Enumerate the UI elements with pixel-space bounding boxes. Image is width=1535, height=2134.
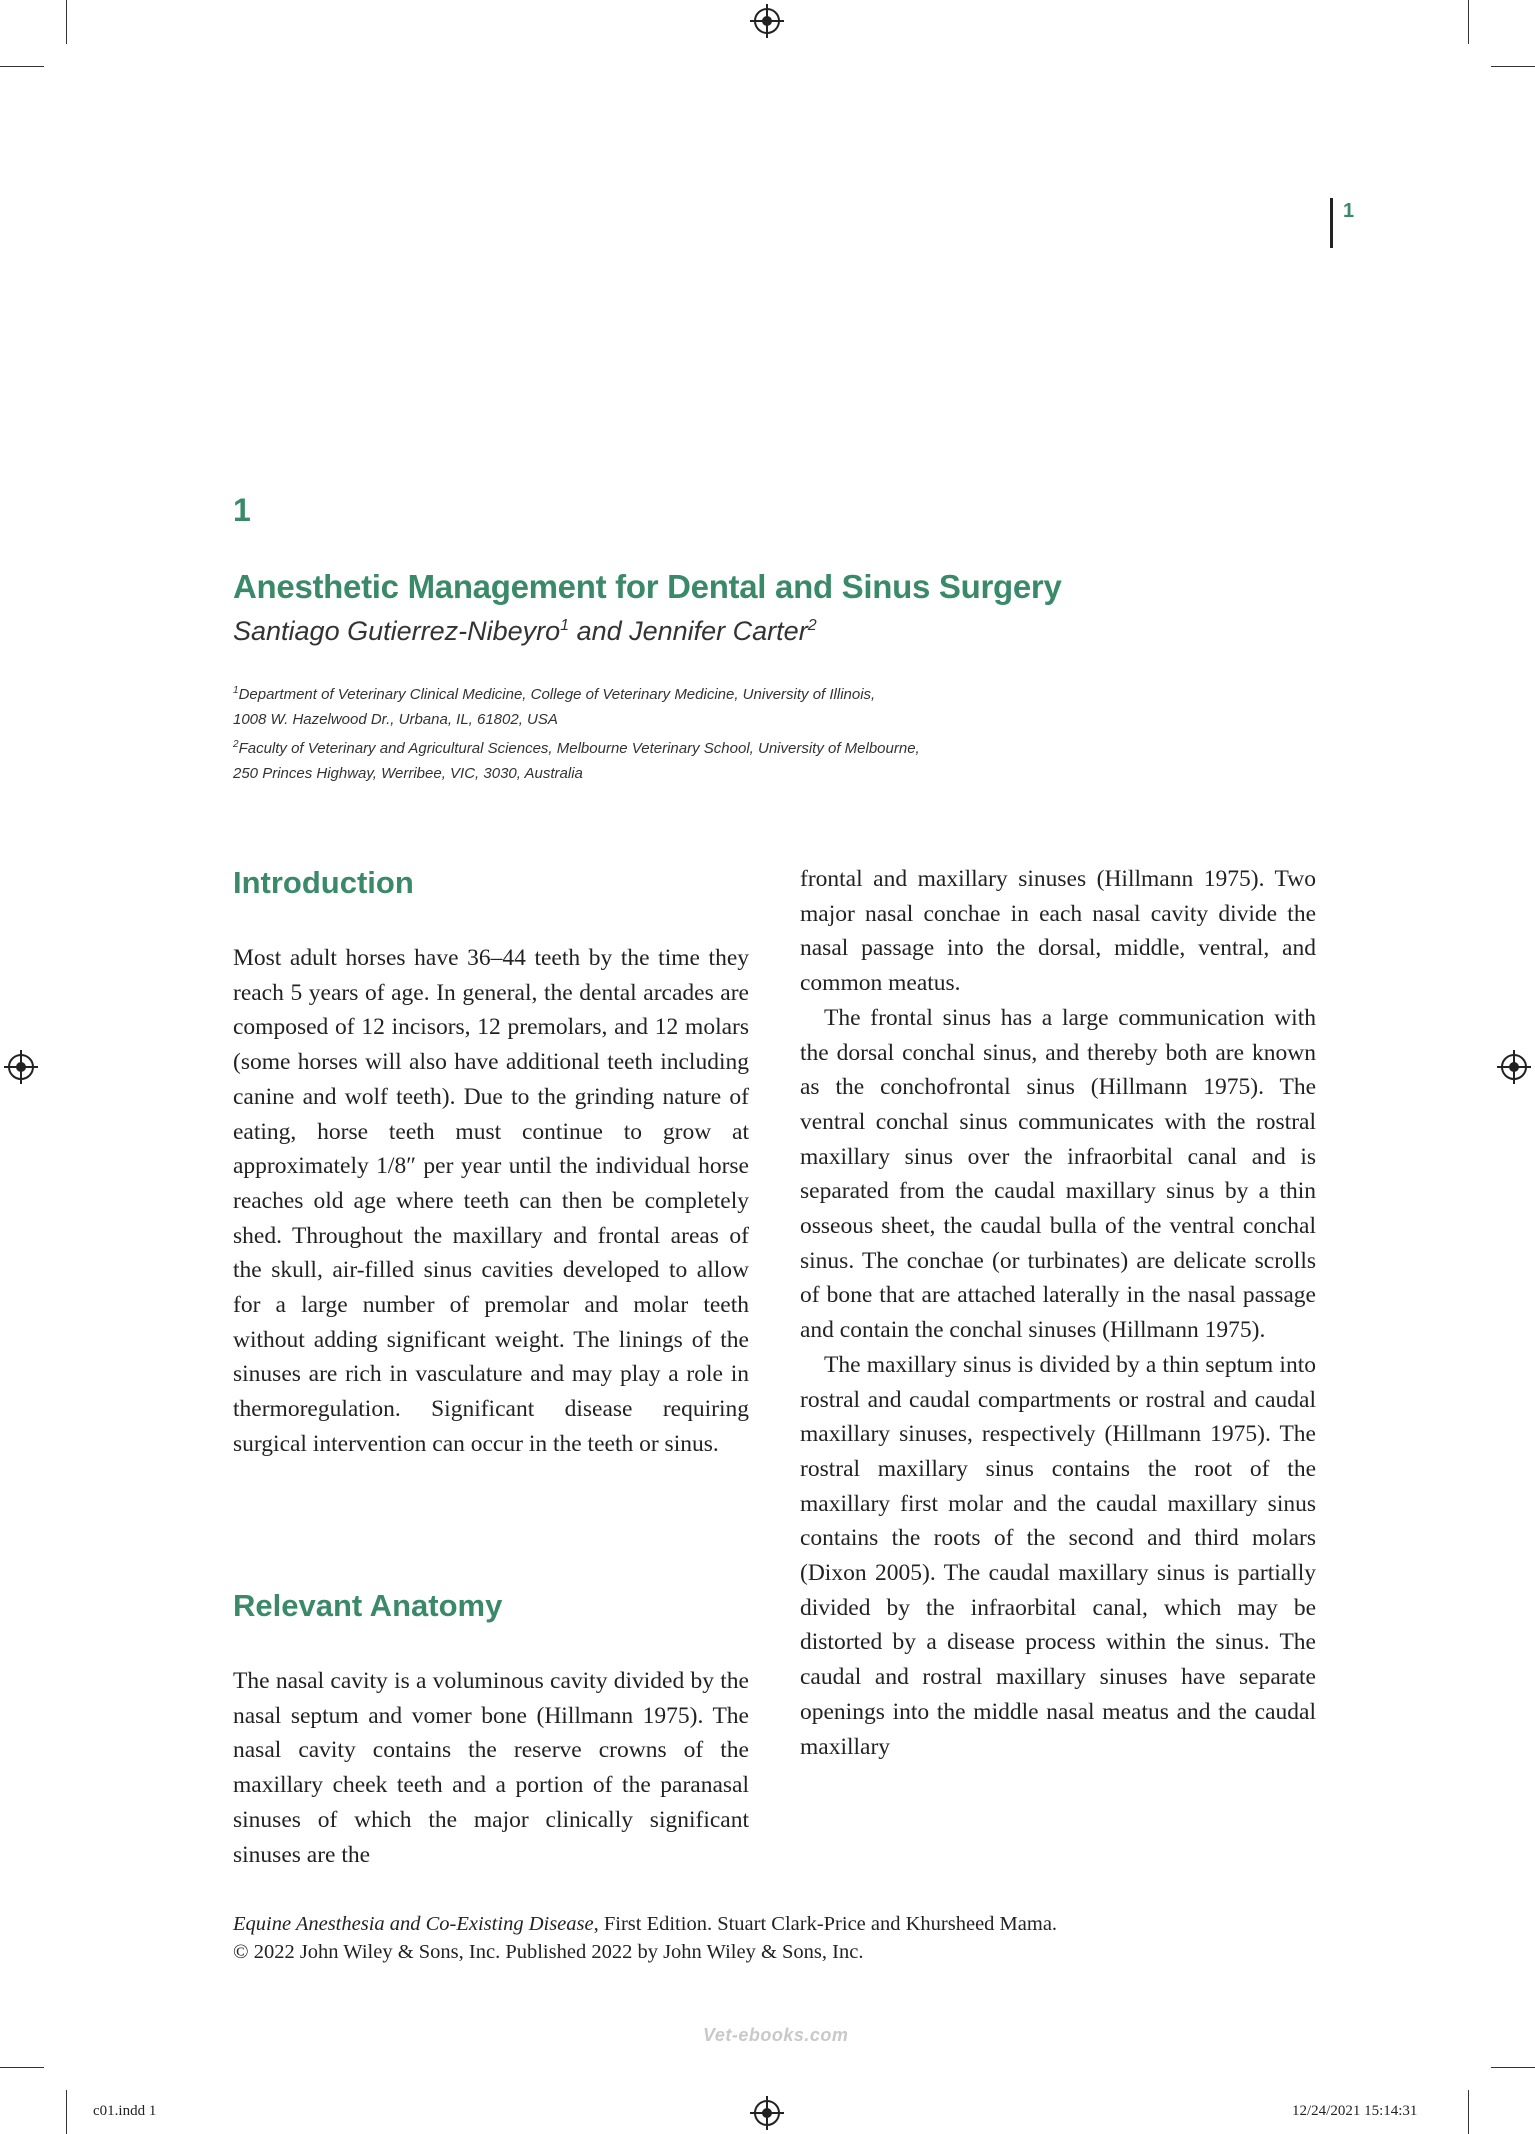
registration-mark-icon [1501,1054,1527,1080]
paragraph: Most adult horses have 36–44 teeth by the time they reach 5 years of age. In general, the dental arcades are composed of 12 incisors, 12 premolars, and 12 molars (some horses will also have additional teeth including canine and wolf teeth). Due to the grinding nature of eating, horse teeth must continue to grow at approximately 1/8″ per year until the individual horse reaches old age where teeth can then be completely shed. Throughout the maxillary and frontal areas of the skull, air-filled sinus cavities developed to allow for a large number of premolar and molar teeth without adding significant weight. The linings of the sinuses are rich in vasculature and may play a role in thermoregulation. Significant disease requiring surgical intervention can occur in the teeth or sinus. [233,945,749,1457]
affiliation-line [233,678,1233,707]
chapter-authors [233,616,817,647]
book-title: Equine Anesthesia and Co-Existing Disease [233,1913,594,1935]
paragraph: The maxillary sinus is divided by a thin septum into rostral and caudal compartments or rostral and caudal maxillary sinuses, respectively (Hillmann 1975). The rostral maxillary sinus contains the root of the maxillary first molar and the caudal maxillary sinus contains the roots of the second and third molars (Dixon 2005). The caudal maxillary sinus is partially divided by the infraorbital canal, which may be distorted by a disease process within the sinus. The caudal and rostral maxillary sinuses have separate openings into the middle nasal meatus and the caudal maxillary [800,1351,1316,1760]
credit-line [233,1910,1057,1938]
section-heading-anatomy: Relevant Anatomy [233,1588,503,1623]
anatomy-body-right [800,862,1316,1764]
affiliation-sup: 2 [233,739,239,750]
anatomy-body-left [233,1664,749,1872]
crop-mark [1491,66,1535,67]
running-head-rule [1330,198,1333,248]
crop-mark [1468,2090,1469,2134]
copyright-line: © 2022 John Wiley & Sons, Inc. Published 2022 by John Wiley & Sons, Inc. [233,1941,864,1963]
author-affiliation-sup: 1 [560,617,570,634]
chapter-number: 1 [233,492,251,528]
running-head-page-number: 1 [1343,200,1355,222]
crop-mark [0,66,44,67]
section-heading-introduction: Introduction [233,865,414,900]
crop-mark [1491,2067,1535,2068]
paragraph: frontal and maxillary sinuses (Hillmann 1975). Two major nasal conchae in each nasal cavity divide the nasal passage into the dorsal, middle, ventral, and common meatus. [800,866,1316,997]
registration-mark-icon [8,1054,34,1080]
paragraph: The frontal sinus has a large communication with the dorsal conchal sinus, and thereby both are known as the conchofrontal sinus (Hillmann 1975). The ventral conchal sinus communicates with the rostral maxillary sinus over the infraorbital canal and is separated from the caudal maxillary sinus by a thin osseous sheet, the caudal bulla of the ventral conchal sinus. The conchae (or turbinates) are delicate scrolls of bone that are attached laterally in the nasal passage and contain the conchal sinuses (Hillmann 1975). [800,1004,1316,1344]
credit-text: , First Edition. Stuart Clark-Price and Khursheed Mama. [593,1913,1058,1935]
affiliation-sup: 1 [233,685,239,696]
affiliation-line: 250 Princes Highway, Werribee, VIC, 3030, Australia [233,765,583,782]
crop-mark [0,2067,44,2068]
affiliation-text: Faculty of Veterinary and Agricultural Sciences, Melbourne Veterinary School, University of Melbourne, [238,740,920,757]
author-name: Santiago Gutierrez-Nibeyro [233,616,561,646]
registration-mark-icon [754,8,780,34]
slug-file: c01.indd 1 [93,2103,157,2119]
affiliation-text: Department of Veterinary Clinical Medicine, College of Veterinary Medicine, University of Illinois, [238,686,876,703]
introduction-body [233,941,749,1462]
slug-timestamp: 12/24/2021 15:14:31 [1292,2103,1418,2119]
paragraph: The nasal cavity is a voluminous cavity divided by the nasal septum and vomer bone (Hillmann 1975). The nasal cavity contains the reserve crowns of the maxillary cheek teeth and a portion of the paranasal sinuses of which the major clinically significant sinuses are the [233,1668,749,1868]
watermark-logo: Vet-ebooks.com [703,2025,849,2045]
author-affiliation-sup: 2 [807,617,817,634]
author-name: and Jennifer Carter [569,616,808,646]
affiliation-line: 1008 W. Hazelwood Dr., Urbana, IL, 61802, USA [233,711,558,728]
registration-mark-icon [754,2100,780,2126]
affiliation-line [233,732,1233,761]
affiliations [233,678,1233,786]
crop-mark [66,0,67,44]
chapter-title: Anesthetic Management for Dental and Sinus Surgery [233,568,1062,605]
book-credit [233,1910,1057,1966]
crop-mark [1468,0,1469,44]
crop-mark [66,2090,67,2134]
